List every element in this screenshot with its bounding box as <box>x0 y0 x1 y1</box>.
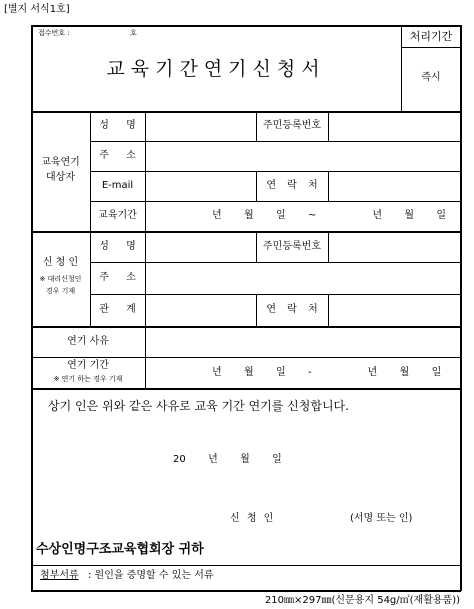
subject-contact-label: 연 락 처 <box>266 180 318 191</box>
postpone-period-note: ※ 연기 하는 경우 기재 <box>53 375 123 383</box>
subject-address-field[interactable] <box>146 142 460 171</box>
postpone-reason-label: 연기 사유 <box>67 336 109 347</box>
subject-resident-no-label: 주민등록번호 <box>263 120 321 131</box>
processing-period-value: 즉시 <box>421 72 441 83</box>
receipt-no-suffix: 호 <box>130 29 137 37</box>
attachment-value: : 원인을 증명할 수 있는 서류 <box>88 570 214 581</box>
form-label: [별지 서식1호] <box>4 4 70 15</box>
applicant-contact-label: 연 락 처 <box>266 304 318 315</box>
subject-section-label-2: 대상자 <box>46 172 75 183</box>
applicant-name-label: 성 명 <box>99 241 136 252</box>
subject-section-label: 교육연기 <box>41 157 80 168</box>
applicant-address-field[interactable] <box>146 263 460 294</box>
subject-name-field[interactable] <box>146 112 256 141</box>
applicant-contact-field[interactable] <box>329 295 460 326</box>
postpone-period-value[interactable]: 년 월 일 - 년 월 일 <box>212 367 442 378</box>
postpone-reason-field[interactable] <box>146 327 460 357</box>
attachment-label: 첨부서류 <box>40 570 79 581</box>
subject-period-label: 교육기간 <box>98 210 137 221</box>
subject-resident-no-field[interactable] <box>329 112 460 141</box>
applicant-note: ※ 대리신청인 <box>39 275 82 283</box>
subject-email-field[interactable] <box>146 172 256 201</box>
subject-email-label: E-mail <box>101 180 134 191</box>
applicant-relation-field[interactable] <box>146 295 256 326</box>
statement-text: 상기 인은 위와 같은 사유로 교육 기간 연기를 신청합니다. <box>48 399 349 413</box>
receipt-no-label: 접수번호 : <box>38 29 70 37</box>
applicant-resident-no-label: 주민등록번호 <box>263 241 321 252</box>
subject-name-label: 성 명 <box>99 120 136 131</box>
processing-period-label: 처리기간 <box>409 30 453 43</box>
application-date[interactable]: 20 년 월 일 <box>173 454 282 465</box>
subject-period-value[interactable]: 년 월 일 ~ 년 월 일 <box>212 210 447 221</box>
applicant-section-label: 신 청 인 <box>42 257 79 268</box>
subject-contact-field[interactable] <box>329 172 460 201</box>
applicant-name-field[interactable] <box>146 232 256 262</box>
page-title: 교육기간연기신청서 <box>106 58 326 80</box>
paper-spec: 210㎜×297㎜(신문용지 54g/㎡(재활용품)) <box>264 595 460 606</box>
applicant-note-2: 경우 기재 <box>45 287 76 295</box>
subject-address-label: 주 소 <box>99 150 136 161</box>
signer-label: 신 청 인 <box>230 513 274 524</box>
signature-note[interactable]: (서명 또는 인) <box>350 513 413 524</box>
applicant-relation-label: 관 계 <box>99 304 136 315</box>
applicant-resident-no-field[interactable] <box>329 232 460 262</box>
postpone-period-label: 연기 기간 <box>67 360 109 371</box>
applicant-address-label: 주 소 <box>99 272 136 283</box>
recipient: 수상인명구조교육협회장 귀하 <box>36 542 204 557</box>
